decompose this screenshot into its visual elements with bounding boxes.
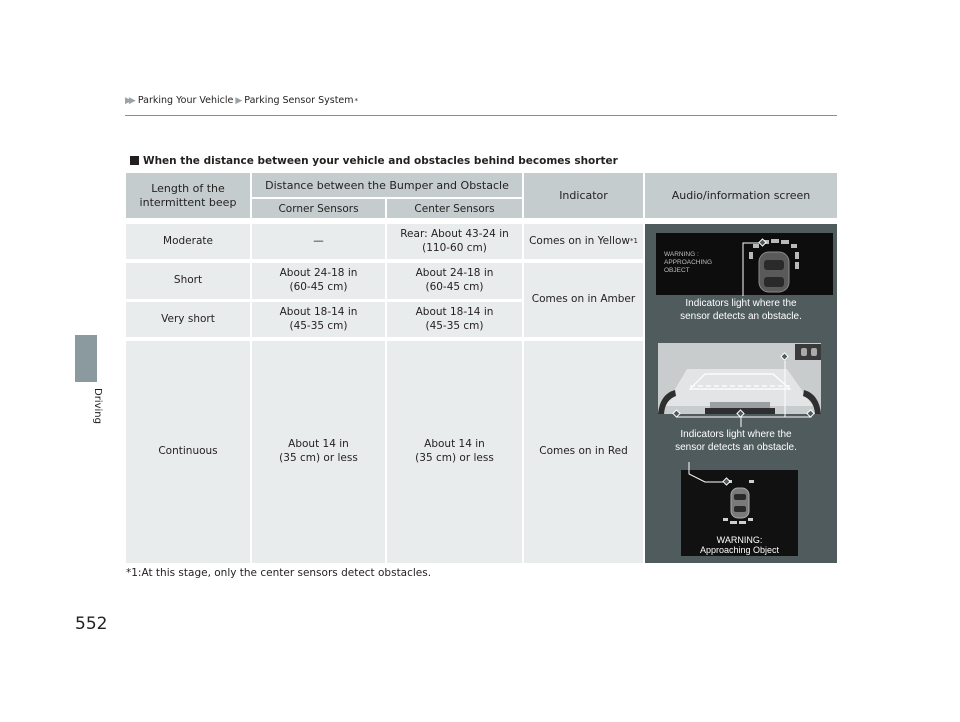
breadcrumb-arrow-icon: ▶ — [235, 95, 240, 106]
rear-camera-screen — [658, 343, 821, 414]
bottom-display-warning — [681, 535, 798, 556]
row-short-length: Short — [126, 263, 250, 299]
square-bullet-icon — [130, 156, 139, 165]
row-moderate-corner: — — [252, 224, 385, 259]
footnote: *1:At this stage, only the center sensors detect obstacles. — [126, 567, 432, 579]
row-short-indicator: Comes on in Amber — [524, 263, 643, 337]
header-rule — [125, 115, 837, 116]
illustration-graphics — [645, 224, 837, 563]
chapter-tab — [75, 335, 97, 382]
breadcrumb-item-parking-your-vehicle[interactable]: Parking Your Vehicle — [137, 95, 234, 106]
bottom-display-warning-line2: Approaching Object — [699, 545, 780, 556]
caption-middle: Indicators light where the sensor detects an obstacle. — [675, 429, 797, 453]
breadcrumb-arrow-icon: ▶▶ — [125, 95, 133, 106]
header-indicator: Indicator — [524, 173, 643, 218]
page-number: 552 — [75, 614, 108, 634]
row-moderate-indicator-text: Comes on in Yellow — [529, 234, 630, 247]
header-corner-sensors: Corner Sensors — [252, 199, 385, 218]
row-continuous-length: Continuous — [126, 341, 250, 563]
row-moderate-indicator — [524, 224, 643, 259]
row-continuous-corner: About 14 in (35 cm) or less — [252, 341, 385, 563]
section-heading-text: When the distance between your vehicle and obstacles behind becomes shorter — [143, 155, 618, 167]
row-very-short-length: Very short — [126, 302, 250, 337]
breadcrumb-star: * — [354, 96, 359, 105]
row-short-corner: About 24-18 in (60-45 cm) — [252, 263, 385, 299]
row-moderate-length: Moderate — [126, 224, 250, 259]
breadcrumb-item-parking-sensor-system[interactable]: Parking Sensor System — [244, 95, 354, 106]
row-moderate-center: Rear: About 43-24 in (110-60 cm) — [387, 224, 522, 259]
row-very-short-center: About 18-14 in (45-35 cm) — [387, 302, 522, 337]
row-short-center: About 24-18 in (60-45 cm) — [387, 263, 522, 299]
top-car-icon — [759, 252, 789, 292]
section-heading — [130, 155, 618, 167]
bottom-display-warning-line1: WARNING: — [716, 535, 763, 545]
header-center-sensors: Center Sensors — [387, 199, 522, 218]
header-distance: Distance between the Bumper and Obstacle — [252, 173, 522, 197]
header-length-text: Length of the intermittent beep — [139, 181, 237, 209]
caption-top: Indicators light where the sensor detects an obstacle. — [680, 298, 802, 322]
breadcrumb — [125, 95, 358, 106]
info-display-warning-text: WARNING : APPROACHING OBJECT — [664, 251, 713, 275]
header-length — [126, 173, 250, 218]
chapter-label: Driving — [92, 388, 103, 424]
row-very-short-corner: About 18-14 in (45-35 cm) — [252, 302, 385, 337]
header-screen: Audio/information screen — [645, 173, 837, 218]
footnote-ref: *1 — [629, 236, 638, 245]
row-continuous-indicator: Comes on in Red — [524, 341, 643, 563]
row-continuous-center: About 14 in (35 cm) or less — [387, 341, 522, 563]
